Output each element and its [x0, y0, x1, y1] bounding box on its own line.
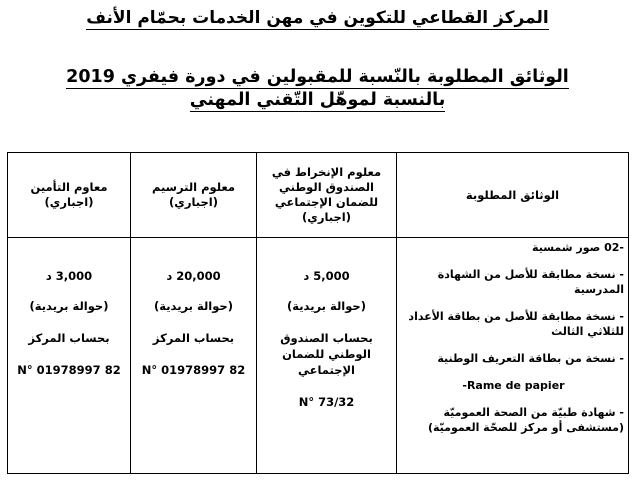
- membership-account: بحساب الصندوق الوطني للضمان الإجتماعي: [280, 331, 373, 377]
- header-registration: معلوم الترسيم (اجباري): [131, 153, 257, 238]
- insurance-account: بحساب المركز: [28, 331, 110, 345]
- document-item-grades: - نسخة مطابقة للأصل من بطاقة الأعداد للثلاثي الثالث: [408, 310, 624, 338]
- registration-cell: [131, 238, 257, 474]
- insurance-amount: 3,000 د: [45, 269, 93, 283]
- subtitle-line-1: الوثائق المطلوبة بالنّسبة للمقبولين في دورة فيفري 2019: [66, 67, 569, 87]
- center-title: [0, 8, 635, 28]
- requirements-table: [7, 152, 629, 474]
- table-row: [8, 238, 629, 474]
- header-documents: الوثائق المطلوبة: [397, 153, 629, 238]
- membership-number: N° 73/32: [298, 395, 355, 409]
- header-membership: معلوم الإنخراط في الصندوق الوطني للضمان الإجتماعي (اجباري): [257, 153, 397, 238]
- insurance-mode: (حوالة بريدية): [29, 299, 109, 313]
- registration-mode: (حوالة بريدية): [154, 299, 233, 313]
- center-title-text: المركز القطاعي للتكوين في مهن الخدمات بحمّام الأنف: [86, 8, 549, 28]
- table-header-row: [8, 153, 629, 238]
- membership-cell: [257, 238, 397, 474]
- membership-amount: 5,000 د: [303, 269, 350, 283]
- insurance-cell: [8, 238, 131, 474]
- header-insurance: معاوم التأمين (اجباري): [8, 153, 131, 238]
- subtitle-line-2: بالنسبة لموهّل التّقني المهني: [189, 90, 446, 110]
- insurance-number: N° 01978997 82: [17, 363, 121, 377]
- membership-mode: (حوالة بريدية): [287, 299, 366, 313]
- document-item-photos: -02 صور شمسية: [532, 241, 624, 254]
- document-item-paper: -Rame de papier: [462, 379, 565, 392]
- subtitle-block: [0, 66, 635, 112]
- document-item-id-card: - نسخة من بطاقة التعريف الوطنية: [437, 352, 624, 365]
- document-item-medical: - شهادة طبيّة من الصحة العموميّة (مستشفى أو مركز للصحّة العموميّة): [427, 406, 624, 434]
- registration-amount: 20,000 د: [166, 269, 221, 283]
- registration-account: بحساب المركز: [152, 331, 235, 345]
- registration-number: N° 01978997 82: [141, 363, 246, 377]
- documents-cell: [397, 238, 629, 474]
- document-item-school-certificate: - نسخة مطابقة للأصل من الشهادة المدرسية: [437, 268, 624, 296]
